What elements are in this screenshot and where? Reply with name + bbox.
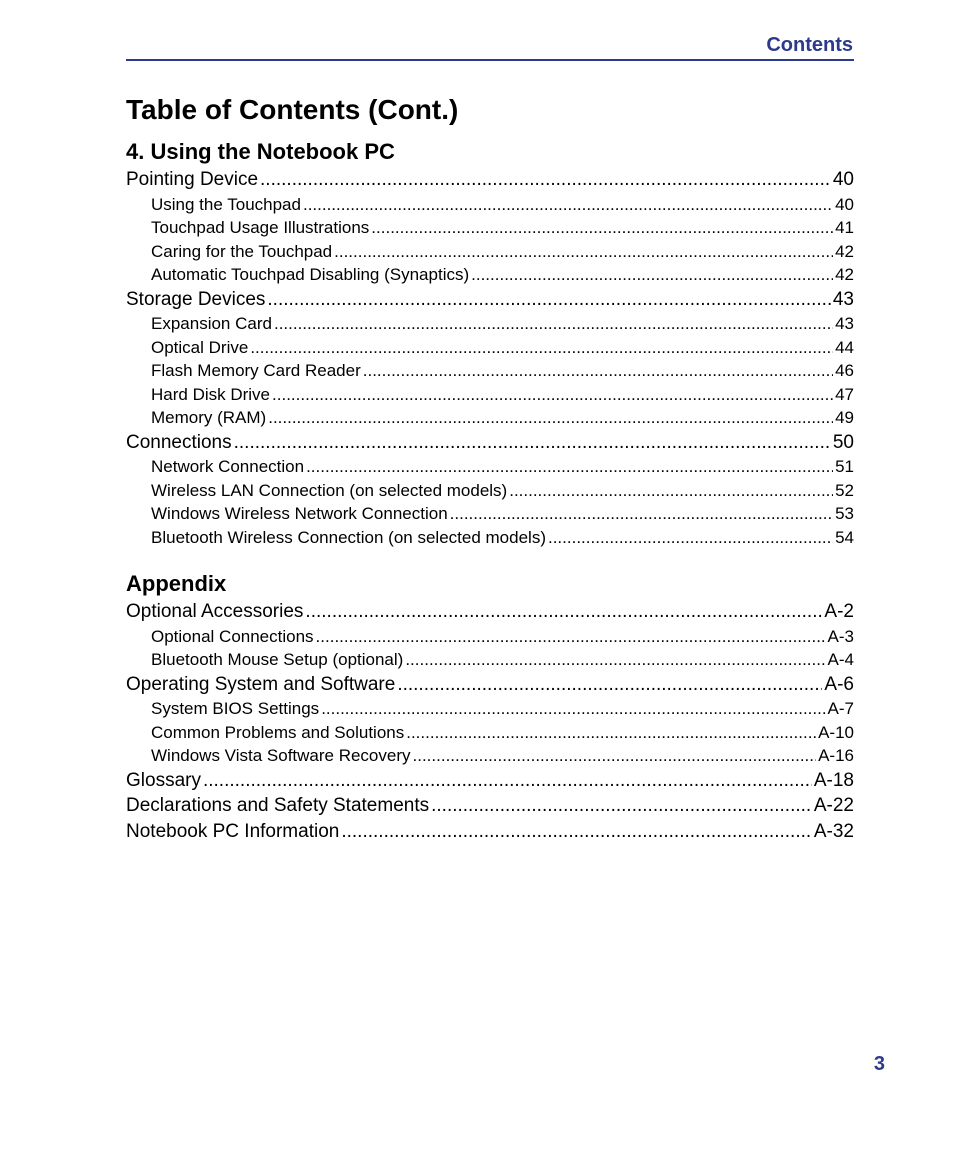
toc-entry-page: A-22 — [813, 795, 854, 816]
dot-leader — [341, 819, 812, 845]
toc-entry[interactable] — [126, 240, 854, 264]
header-rule — [126, 59, 854, 61]
toc-entry-title: Windows Wireless Network Connection — [151, 504, 448, 523]
toc-entry[interactable] — [126, 793, 854, 819]
toc-entry-page: 40 — [835, 194, 854, 214]
toc-entry[interactable] — [126, 455, 854, 479]
toc-entry-title: Pointing Device — [126, 169, 259, 190]
toc-entry[interactable] — [126, 819, 854, 845]
toc-entry-page: 49 — [835, 408, 854, 427]
toc-entry-title: Automatic Touchpad Disabling (Synaptics) — [151, 265, 470, 284]
toc-entry-page: 40 — [832, 169, 854, 190]
toc-entry[interactable] — [126, 336, 854, 360]
toc-entry[interactable] — [126, 526, 854, 550]
toc-entry-page: 53 — [835, 504, 854, 523]
toc-entry[interactable] — [126, 383, 854, 407]
toc-entry-title: Storage Devices — [126, 288, 266, 310]
toc-section-appendix — [126, 569, 854, 844]
toc-list — [126, 167, 854, 549]
dot-leader — [203, 768, 812, 794]
toc-entry-title: Bluetooth Wireless Connection (on selected models) — [151, 527, 546, 547]
toc-entry-title: Optical Drive — [151, 337, 249, 357]
toc-entry-title: Using the Touchpad — [151, 194, 301, 214]
toc-entry[interactable] — [126, 193, 854, 217]
toc-entry[interactable] — [126, 406, 854, 430]
dot-leader — [305, 599, 822, 625]
toc-entry-page: 43 — [832, 288, 854, 310]
dot-leader — [267, 287, 830, 313]
toc-entry-title: Hard Disk Drive — [151, 384, 271, 404]
toc-entry[interactable] — [126, 167, 854, 193]
toc-entry[interactable] — [126, 721, 854, 745]
dot-leader — [260, 167, 831, 193]
dot-leader — [234, 430, 831, 456]
toc-entry-page: 42 — [835, 241, 854, 261]
toc-entry-title: Flash Memory Card Reader — [151, 361, 361, 380]
toc-entry-page: 54 — [835, 527, 854, 547]
section-heading: 4. Using the Notebook PC — [126, 139, 395, 164]
dot-leader — [250, 336, 833, 360]
dot-leader — [363, 359, 833, 383]
dot-leader — [406, 721, 816, 745]
page-number: 3 — [873, 1053, 885, 1075]
toc-entry-page: 46 — [835, 361, 854, 380]
toc-entry-page: A-32 — [813, 820, 854, 842]
toc-entry-page: A-3 — [827, 626, 854, 646]
toc-entry-page: 47 — [835, 384, 854, 404]
dot-leader — [316, 625, 826, 649]
toc-entry-page: 43 — [835, 314, 854, 333]
toc-entry-title: Windows Vista Software Recovery — [151, 746, 411, 765]
toc-entry[interactable] — [126, 697, 854, 721]
toc-entry[interactable] — [126, 599, 854, 625]
dot-leader — [371, 216, 833, 240]
toc-entry[interactable] — [126, 648, 854, 672]
toc-entry[interactable] — [126, 502, 854, 526]
dot-leader — [413, 744, 817, 768]
toc-entry-title: Connections — [126, 431, 232, 453]
toc-entry[interactable] — [126, 430, 854, 456]
toc-entry[interactable] — [126, 768, 854, 794]
toc-entry-page: 42 — [835, 265, 854, 284]
toc-entry-page: 41 — [835, 218, 854, 237]
page-title: Table of Contents (Cont.) — [126, 94, 459, 125]
toc-entry[interactable] — [126, 625, 854, 649]
dot-leader — [306, 455, 833, 479]
toc-entry-title: Caring for the Touchpad — [151, 241, 333, 261]
toc-entry-page: 52 — [835, 480, 854, 500]
toc-entry-title: System BIOS Settings — [151, 699, 320, 718]
toc-entry-page: 50 — [832, 431, 854, 453]
toc-list — [126, 599, 854, 844]
toc-entry-page: A-16 — [818, 746, 854, 765]
toc-entry[interactable] — [126, 359, 854, 383]
toc-entry-page: A-18 — [813, 769, 854, 791]
dot-leader — [334, 240, 833, 264]
toc-entry-title: Expansion Card — [151, 314, 272, 333]
dot-leader — [321, 697, 825, 721]
toc-entry-title: Operating System and Software — [126, 673, 396, 695]
toc-entry-page: A-7 — [827, 699, 854, 718]
toc-entry-title: Network Connection — [151, 457, 305, 476]
toc-entry-title: Optional Connections — [151, 626, 314, 646]
toc-entry[interactable] — [126, 216, 854, 240]
toc-entry-title: Bluetooth Mouse Setup (optional) — [151, 650, 404, 669]
toc-entry-page: 51 — [835, 457, 854, 476]
toc-entry-page: A-6 — [824, 673, 854, 695]
dot-leader — [548, 526, 833, 550]
toc-entry-page: A-2 — [824, 601, 854, 622]
section-heading: Appendix — [126, 571, 227, 596]
toc-entry-title: Glossary — [126, 769, 201, 791]
dot-leader — [405, 648, 825, 672]
toc-entry-title: Notebook PC Information — [126, 820, 340, 842]
toc-entry[interactable] — [126, 312, 854, 336]
dot-leader — [303, 193, 833, 217]
toc-entry[interactable] — [126, 263, 854, 287]
toc-entry-title: Optional Accessories — [126, 601, 304, 622]
toc-entry[interactable] — [126, 479, 854, 503]
toc-entry-title: Wireless LAN Connection (on selected models) — [151, 480, 508, 500]
toc-entry-page: A-4 — [827, 650, 854, 669]
dot-leader — [268, 406, 833, 430]
toc-entry-title: Memory (RAM) — [151, 408, 267, 427]
toc-entry-page: 44 — [835, 337, 854, 357]
toc-entry[interactable] — [126, 287, 854, 313]
toc-entry-page: A-10 — [818, 722, 854, 742]
toc-entry-title: Common Problems and Solutions — [151, 722, 405, 742]
toc-entry[interactable] — [126, 672, 854, 698]
toc-section-using-notebook — [126, 137, 854, 549]
dot-leader — [471, 263, 833, 287]
toc-entry-title: Declarations and Safety Statements — [126, 795, 430, 816]
running-header-label: Contents — [766, 34, 853, 56]
dot-leader — [509, 479, 833, 503]
toc-entry-title: Touchpad Usage Illustrations — [151, 218, 370, 237]
dot-leader — [272, 383, 833, 407]
toc-entry[interactable] — [126, 744, 854, 768]
dot-leader — [274, 312, 833, 336]
dot-leader — [450, 502, 833, 526]
dot-leader — [431, 793, 812, 819]
dot-leader — [397, 672, 822, 698]
